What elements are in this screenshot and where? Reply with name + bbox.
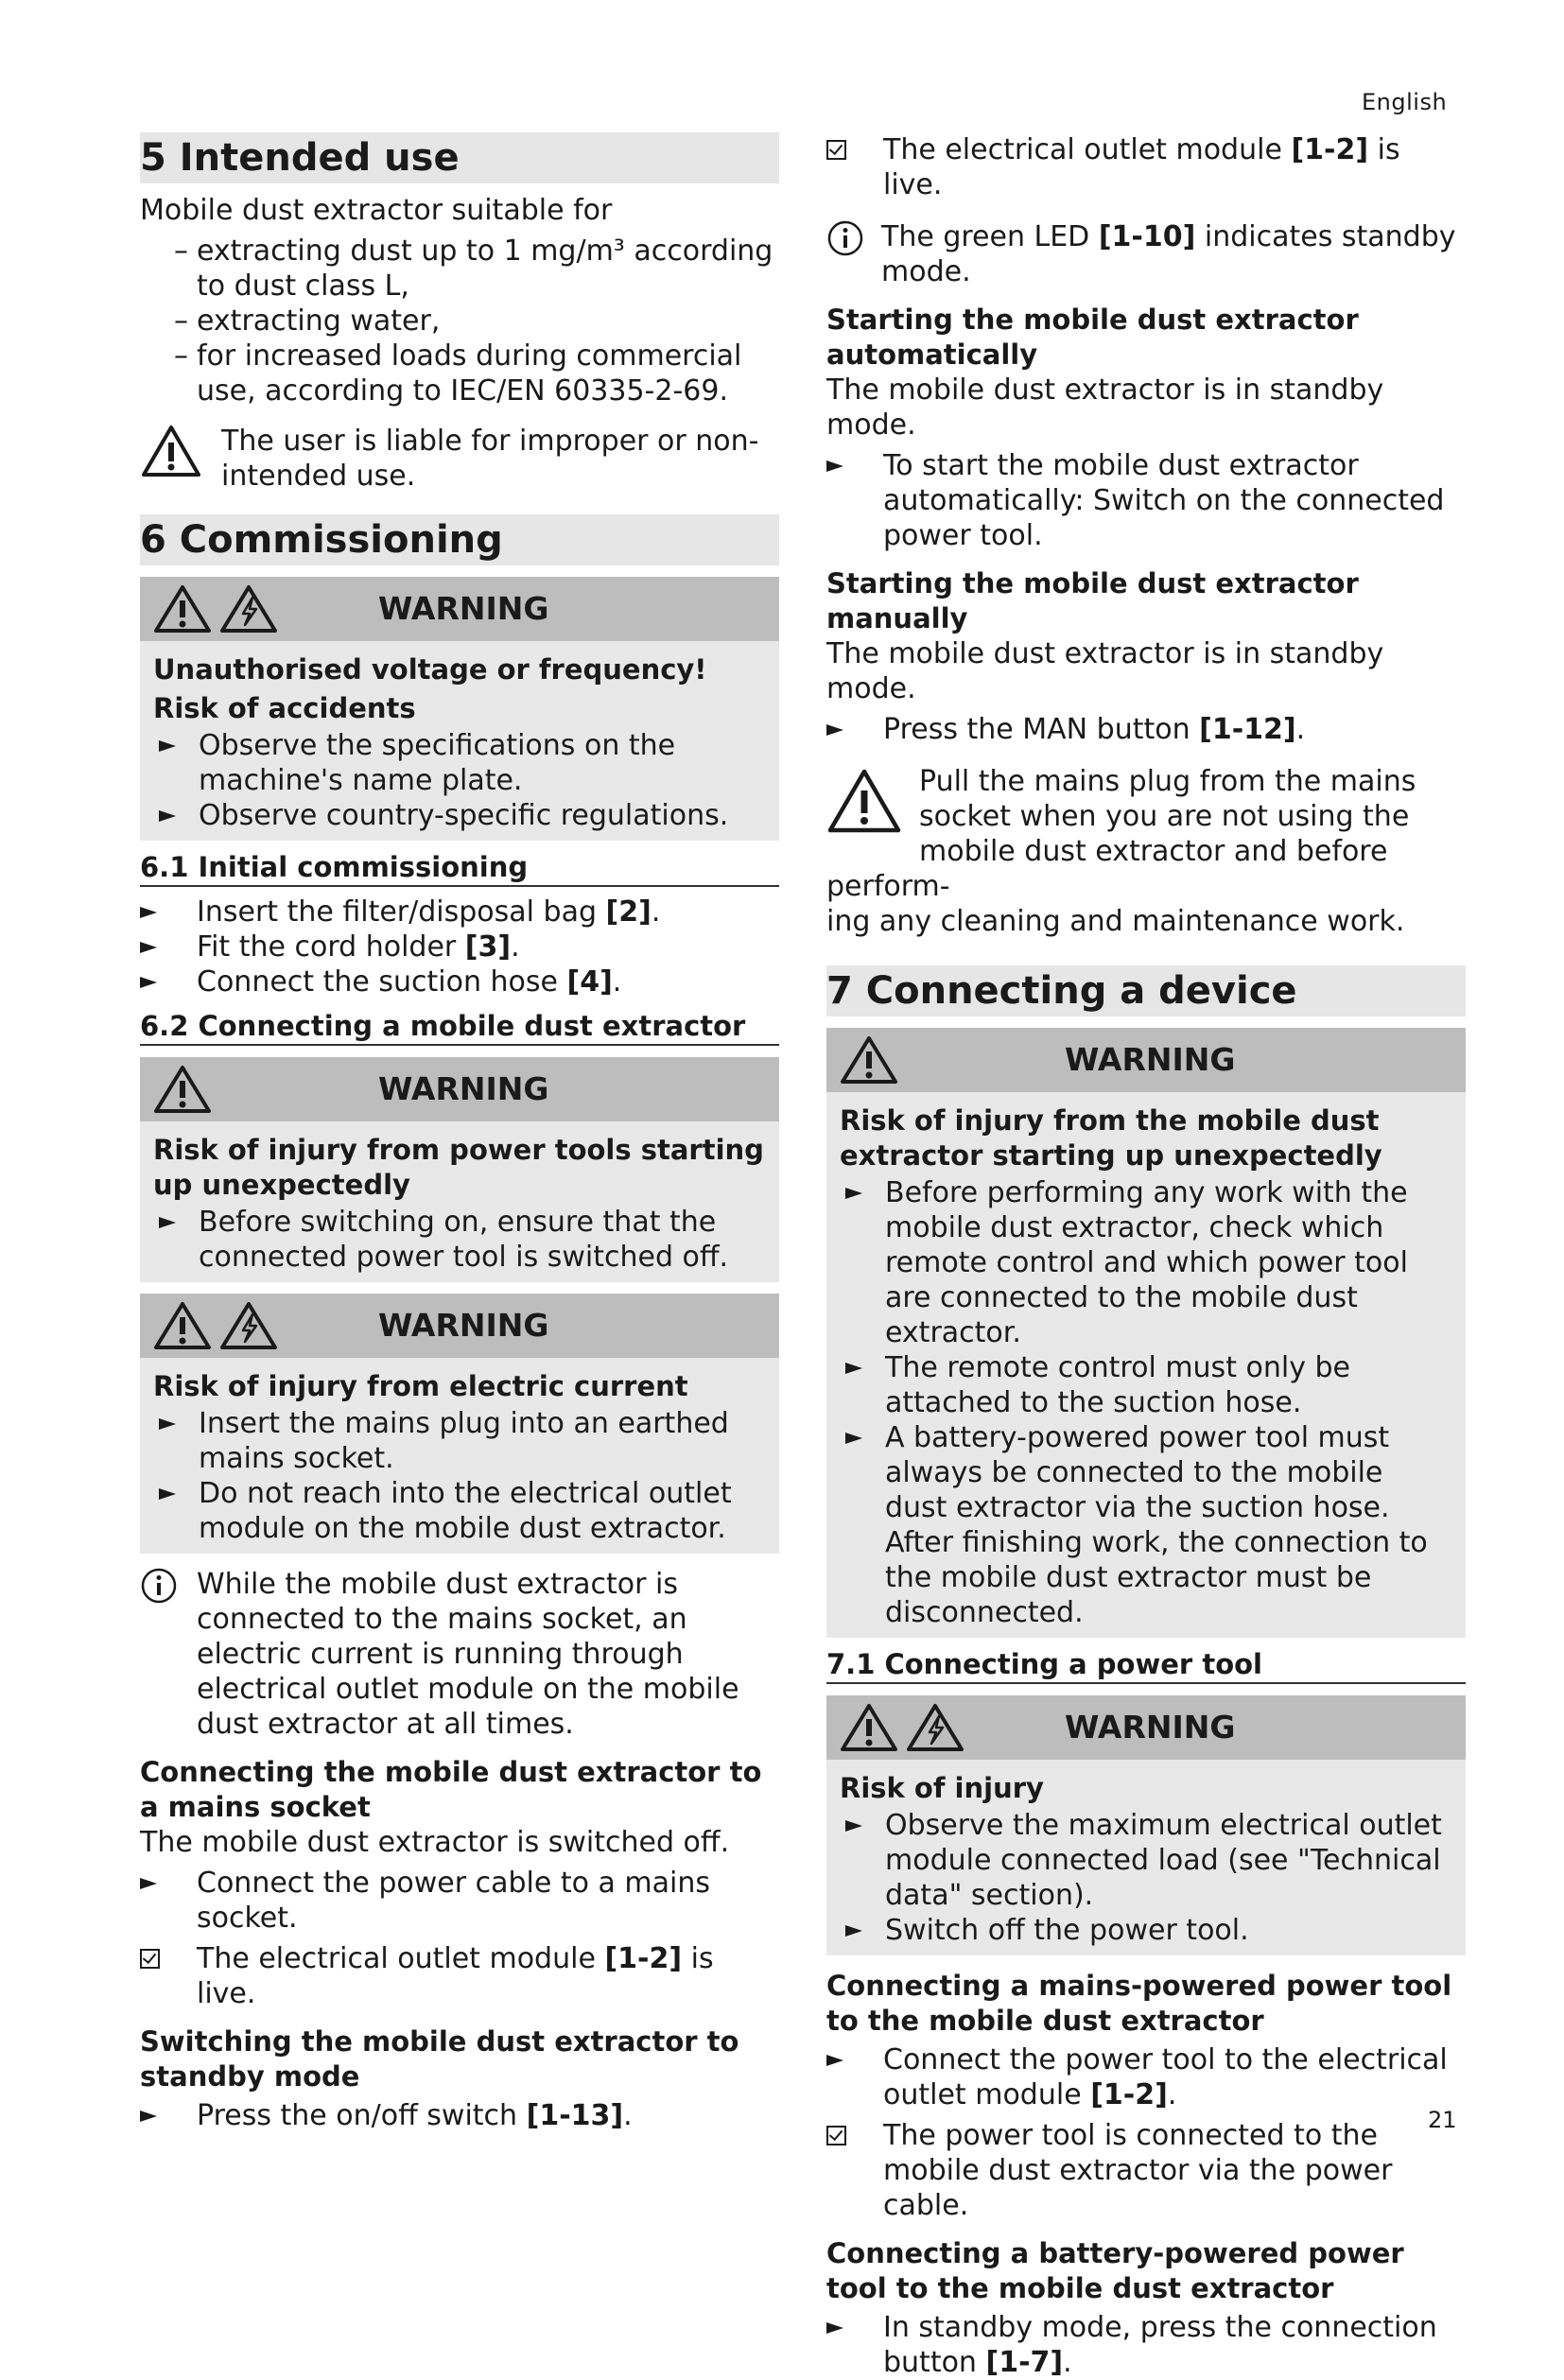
list-item: A battery-powered power tool must always be connected to the mobile dust extractor via the suction hose. After finishing work, the connection to the mobile dust extractor must be disconnected. — [840, 1420, 1452, 1630]
warning-box-voltage — [140, 577, 779, 841]
list-item: Press the MAN button [1-12]. — [826, 712, 1466, 747]
warning-heading: Risk of injury from electric current — [153, 1370, 688, 1402]
list-item: – extracting water, — [174, 304, 441, 338]
list-item: Connect the power tool to the electrical outlet module [1-2]. — [826, 2042, 1466, 2112]
checkbox-icon — [826, 2126, 846, 2145]
list-item: To start the mobile dust extractor automatically: Switch on the connected power tool. — [826, 448, 1466, 553]
warning-label: WARNING — [378, 1070, 549, 1107]
list-item: In standby mode, press the connection button [1-7]. — [826, 2310, 1466, 2380]
arrow-icon — [140, 942, 157, 953]
list-item: Connect the suction hose [4]. — [140, 964, 779, 999]
list-item: Connect the power cable to a mains socket. — [140, 1866, 779, 1936]
result-check: The power tool is connected to the mobile dust extractor via the power cable. — [826, 2118, 1466, 2223]
list-item: Switch off the power tool. — [840, 1913, 1452, 1948]
section-6-1-heading: 6.1 Initial commissioning — [140, 850, 779, 887]
arrow-icon — [159, 810, 176, 822]
checkbox-icon — [826, 140, 846, 160]
arrow-icon — [826, 460, 843, 472]
warning-triangle-icon — [153, 1065, 212, 1118]
arrow-icon — [826, 724, 843, 736]
left-column — [140, 132, 779, 2133]
list-item: Observe the maximum electrical outlet module connected load (see "Technical data" section). — [840, 1808, 1452, 1913]
info-icon — [826, 219, 864, 266]
warning-triangle-icon — [153, 584, 212, 637]
manual-start-heading: Starting the mobile dust extractor manually — [826, 567, 1359, 634]
arrow-icon — [159, 1418, 176, 1430]
arrow-icon — [845, 1820, 862, 1832]
section-6-2-heading: 6.2 Connecting a mobile dust extractor — [140, 1009, 779, 1046]
auto-start-heading: Starting the mobile dust extractor automatically — [826, 304, 1359, 371]
electric-hazard-icon — [219, 1301, 278, 1354]
intended-use-intro: Mobile dust extractor suitable for — [140, 194, 613, 227]
list-item: Observe the specifications on the machine's name plate. — [153, 728, 766, 798]
warning-label: WARNING — [378, 1307, 549, 1344]
auto-start-text: The mobile dust extractor is in standby mode. — [826, 374, 1384, 442]
list-item: Insert the mains plug into an earthed mains socket. — [153, 1406, 766, 1476]
warning-triangle-icon — [840, 1035, 898, 1088]
info-icon — [140, 1567, 178, 1613]
electric-hazard-icon — [906, 1703, 964, 1756]
list-item: Do not reach into the electrical outlet module on the mobile dust extractor. — [153, 1476, 766, 1546]
list-item: Before performing any work with the mobile dust extractor, check which remote control and which power tool are connected to the mobile dust extractor. — [840, 1175, 1452, 1350]
list-item: – for increased loads during commercial use, according to IEC/EN 60335-2-69. — [174, 339, 742, 408]
arrow-icon — [140, 1878, 157, 1889]
intended-use-list — [140, 234, 779, 408]
warning-box-electric-current — [140, 1294, 779, 1554]
arrow-icon — [140, 977, 157, 988]
section-6-heading: 6 Commissioning — [140, 514, 779, 565]
list-item: Observe country-specific regulations. — [153, 798, 766, 833]
right-column — [826, 132, 1466, 2380]
warning-heading: Risk of injury — [840, 1772, 1044, 1804]
warning-label: WARNING — [1065, 1709, 1236, 1746]
arrow-icon — [845, 1363, 862, 1374]
warning-triangle-icon — [140, 424, 202, 487]
arrow-icon — [159, 740, 176, 752]
list-item: Press the on/off switch [1-13]. — [140, 2098, 779, 2133]
warning-label: WARNING — [378, 590, 549, 627]
list-item: Insert the filter/disposal bag [2]. — [140, 895, 779, 929]
section-5-heading: 5 Intended use — [140, 132, 779, 183]
language-label: English — [1362, 89, 1448, 115]
section-7-1-heading: 7.1 Connecting a power tool — [826, 1647, 1466, 1684]
warning-triangle-icon — [840, 1703, 898, 1756]
warning-heading: Risk of injury from power tools starting up unexpectedly — [153, 1134, 764, 1201]
mains-plug-warning: Pull the mains plug from the mains socket when you are not using the mobile dust extractor and before perform- ing any cleaning and maintenance work. — [826, 765, 1416, 938]
arrow-icon — [845, 1925, 862, 1937]
arrow-icon — [140, 907, 157, 918]
result-check: The electrical outlet module [1-2] is live. — [140, 1941, 779, 2011]
warning-subheading: Risk of accidents — [153, 692, 416, 724]
electric-hazard-icon — [219, 584, 278, 637]
battery-tool-heading: Connecting a battery-powered power tool to the mobile dust extractor — [826, 2237, 1404, 2304]
list-item: Fit the cord holder [3]. — [140, 929, 779, 964]
section-7-heading: 7 Connecting a device — [826, 965, 1466, 1016]
list-item: The remote control must only be attached to the suction hose. — [840, 1350, 1452, 1420]
warning-label: WARNING — [1065, 1041, 1236, 1078]
info-note-led: The green LED [1-10] indicates standby mode. — [826, 219, 1466, 289]
result-check: The electrical outlet module [1-2] is live. — [826, 132, 1466, 202]
checkbox-icon — [140, 1949, 160, 1969]
arrow-icon — [826, 2055, 843, 2066]
manual-start-text: The mobile dust extractor is in standby mode. — [826, 637, 1384, 705]
arrow-icon — [845, 1433, 862, 1444]
arrow-icon — [159, 1217, 176, 1228]
arrow-icon — [845, 1188, 862, 1199]
warning-box-power-tools — [140, 1057, 779, 1282]
warning-triangle-icon — [826, 768, 902, 843]
standby-heading: Switching the mobile dust extractor to standby mode — [140, 2025, 739, 2093]
liability-note: The user is liable for improper or non-intended use. — [140, 424, 779, 494]
arrow-icon — [826, 2322, 843, 2334]
warning-triangle-icon — [153, 1301, 212, 1354]
warning-box-startup — [826, 1028, 1466, 1638]
info-note-current: While the mobile dust extractor is connected to the mains socket, an electric current is running through electrical outlet module on the mobile dust extractor at all times. — [140, 1567, 779, 1742]
warning-heading: Unauthorised voltage or frequency! — [153, 653, 707, 686]
page-number: 21 — [1428, 2107, 1457, 2133]
warning-box-injury — [826, 1695, 1466, 1955]
arrow-icon — [159, 1488, 176, 1500]
mains-tool-heading: Connecting a mains-powered power tool to the mobile dust extractor — [826, 1970, 1452, 2037]
list-item: Before switching on, ensure that the connected power tool is switched off. — [153, 1205, 766, 1275]
connect-mains-heading: Connecting the mobile dust extractor to a mains socket — [140, 1756, 762, 1823]
list-item: – extracting dust up to 1 mg/m³ according to dust class L, — [174, 235, 773, 303]
connect-mains-text: The mobile dust extractor is switched off. — [140, 1826, 730, 1859]
arrow-icon — [140, 2111, 157, 2122]
warning-heading: Risk of injury from the mobile dust extractor starting up unexpectedly — [840, 1104, 1382, 1172]
